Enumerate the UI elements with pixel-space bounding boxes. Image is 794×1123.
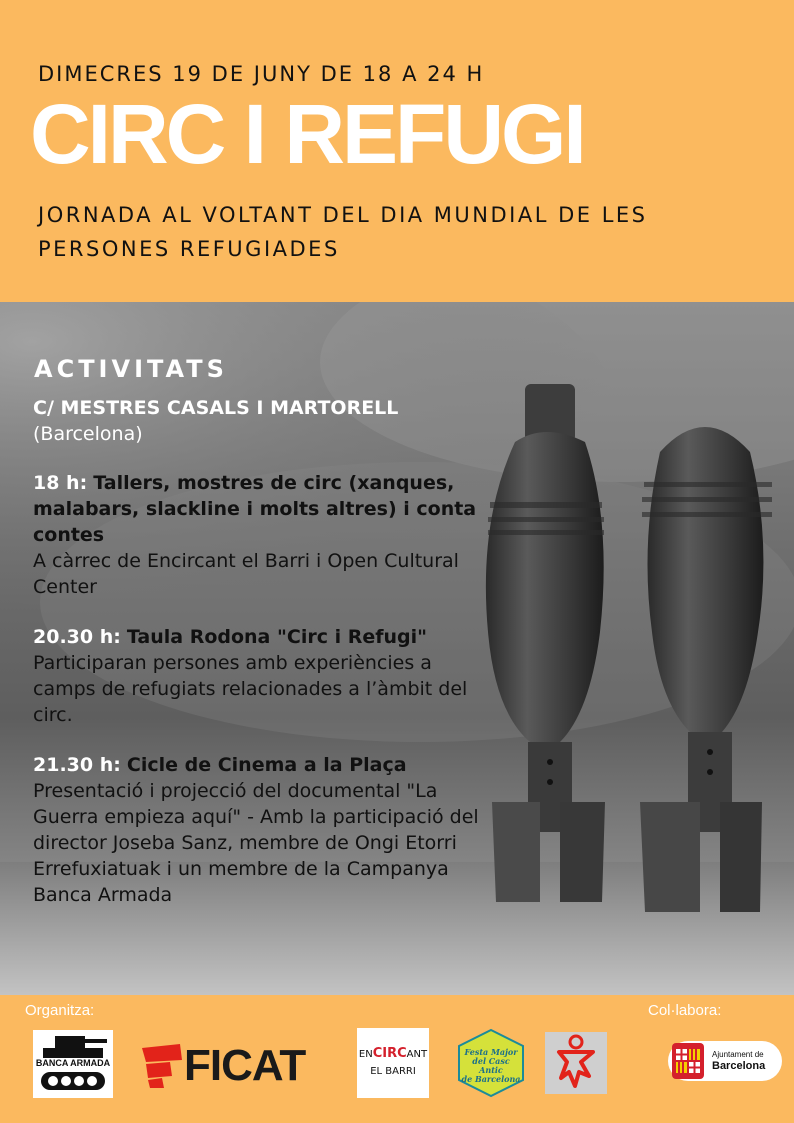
festa-major-logo: [455, 1028, 527, 1098]
festa-line1: Festa Major: [464, 1047, 518, 1057]
venue-address: [33, 395, 483, 447]
address-street: C/ MESTRES CASALS I MARTORELL: [33, 397, 399, 419]
activity-name: Cicle de Cinema a la Plaça: [126, 754, 407, 776]
figure-logo: [545, 1032, 607, 1094]
activity-item: [33, 624, 483, 728]
ficat-text: FICAT: [184, 1041, 306, 1090]
activity-desc: A càrrec de Encircant el Barri i Open Cultural Center: [33, 550, 459, 598]
ajuntament-line1: Ajuntament de: [712, 1050, 764, 1059]
juggler-figure-icon: [545, 1032, 607, 1094]
festa-line3: de Barcelona: [461, 1074, 521, 1084]
encircant-line2: EL BARRI: [370, 1066, 416, 1077]
encircant-circ: CIRC: [372, 1046, 407, 1061]
activity-item: [33, 752, 483, 908]
activities-heading: ACTIVITATS: [34, 355, 228, 383]
organitza-label: Organitza:: [25, 1002, 95, 1019]
festa-major-text: [461, 1048, 521, 1084]
event-title: CIRC I REFUGI: [30, 87, 584, 181]
banca-armada-text: BANCA ARMADA: [35, 1058, 111, 1068]
event-subtitle: JORNADA AL VOLTANT DEL DIA MUNDIAL DE LES PERSONES REFUGIADES: [38, 203, 648, 261]
activity-name: Taula Rodona "Circ i Refugi": [126, 626, 428, 648]
activity-time: 20.30 h:: [33, 626, 121, 648]
activity-time: 21.30 h:: [33, 754, 121, 776]
encircant-line1: [357, 1046, 429, 1061]
encircant-en: EN: [358, 1049, 373, 1060]
encircant-ant: ANT: [406, 1049, 428, 1060]
encircant-logo: [357, 1028, 429, 1098]
banca-armada-logo: [33, 1030, 113, 1098]
ficat-mark-icon: [140, 1042, 188, 1090]
address-city: (Barcelona): [33, 423, 143, 445]
activity-name: Tallers, mostres de circ (xanques, malabars, slackline i molts altres) i conta contes: [33, 472, 477, 546]
coat-of-arms-icon: [668, 1041, 708, 1081]
collabora-label: Col·labora:: [648, 1002, 722, 1019]
header-band: [0, 0, 794, 302]
activity-item: [33, 470, 483, 600]
activity-time: 18 h:: [33, 472, 88, 494]
ajuntament-line2: Barcelona: [712, 1060, 766, 1072]
activity-desc: Participaran persones amb experiències a camps de refugiats relacionades a l’àmbit del circ.: [33, 652, 468, 726]
ficat-logo: [140, 1042, 330, 1090]
festa-line2: del Casc Antic: [472, 1056, 510, 1075]
activity-desc: Presentació i projecció del documental "La Guerra empieza aquí" - Amb la participació del director Joseba Sanz, membre de Ongi Etorri Errefuxiatuak i un membre de la Campanya Banca Armada: [33, 780, 479, 906]
event-date: DIMECRES 19 DE JUNY DE 18 A 24 H: [38, 62, 485, 86]
ajuntament-logo: [668, 1041, 782, 1081]
